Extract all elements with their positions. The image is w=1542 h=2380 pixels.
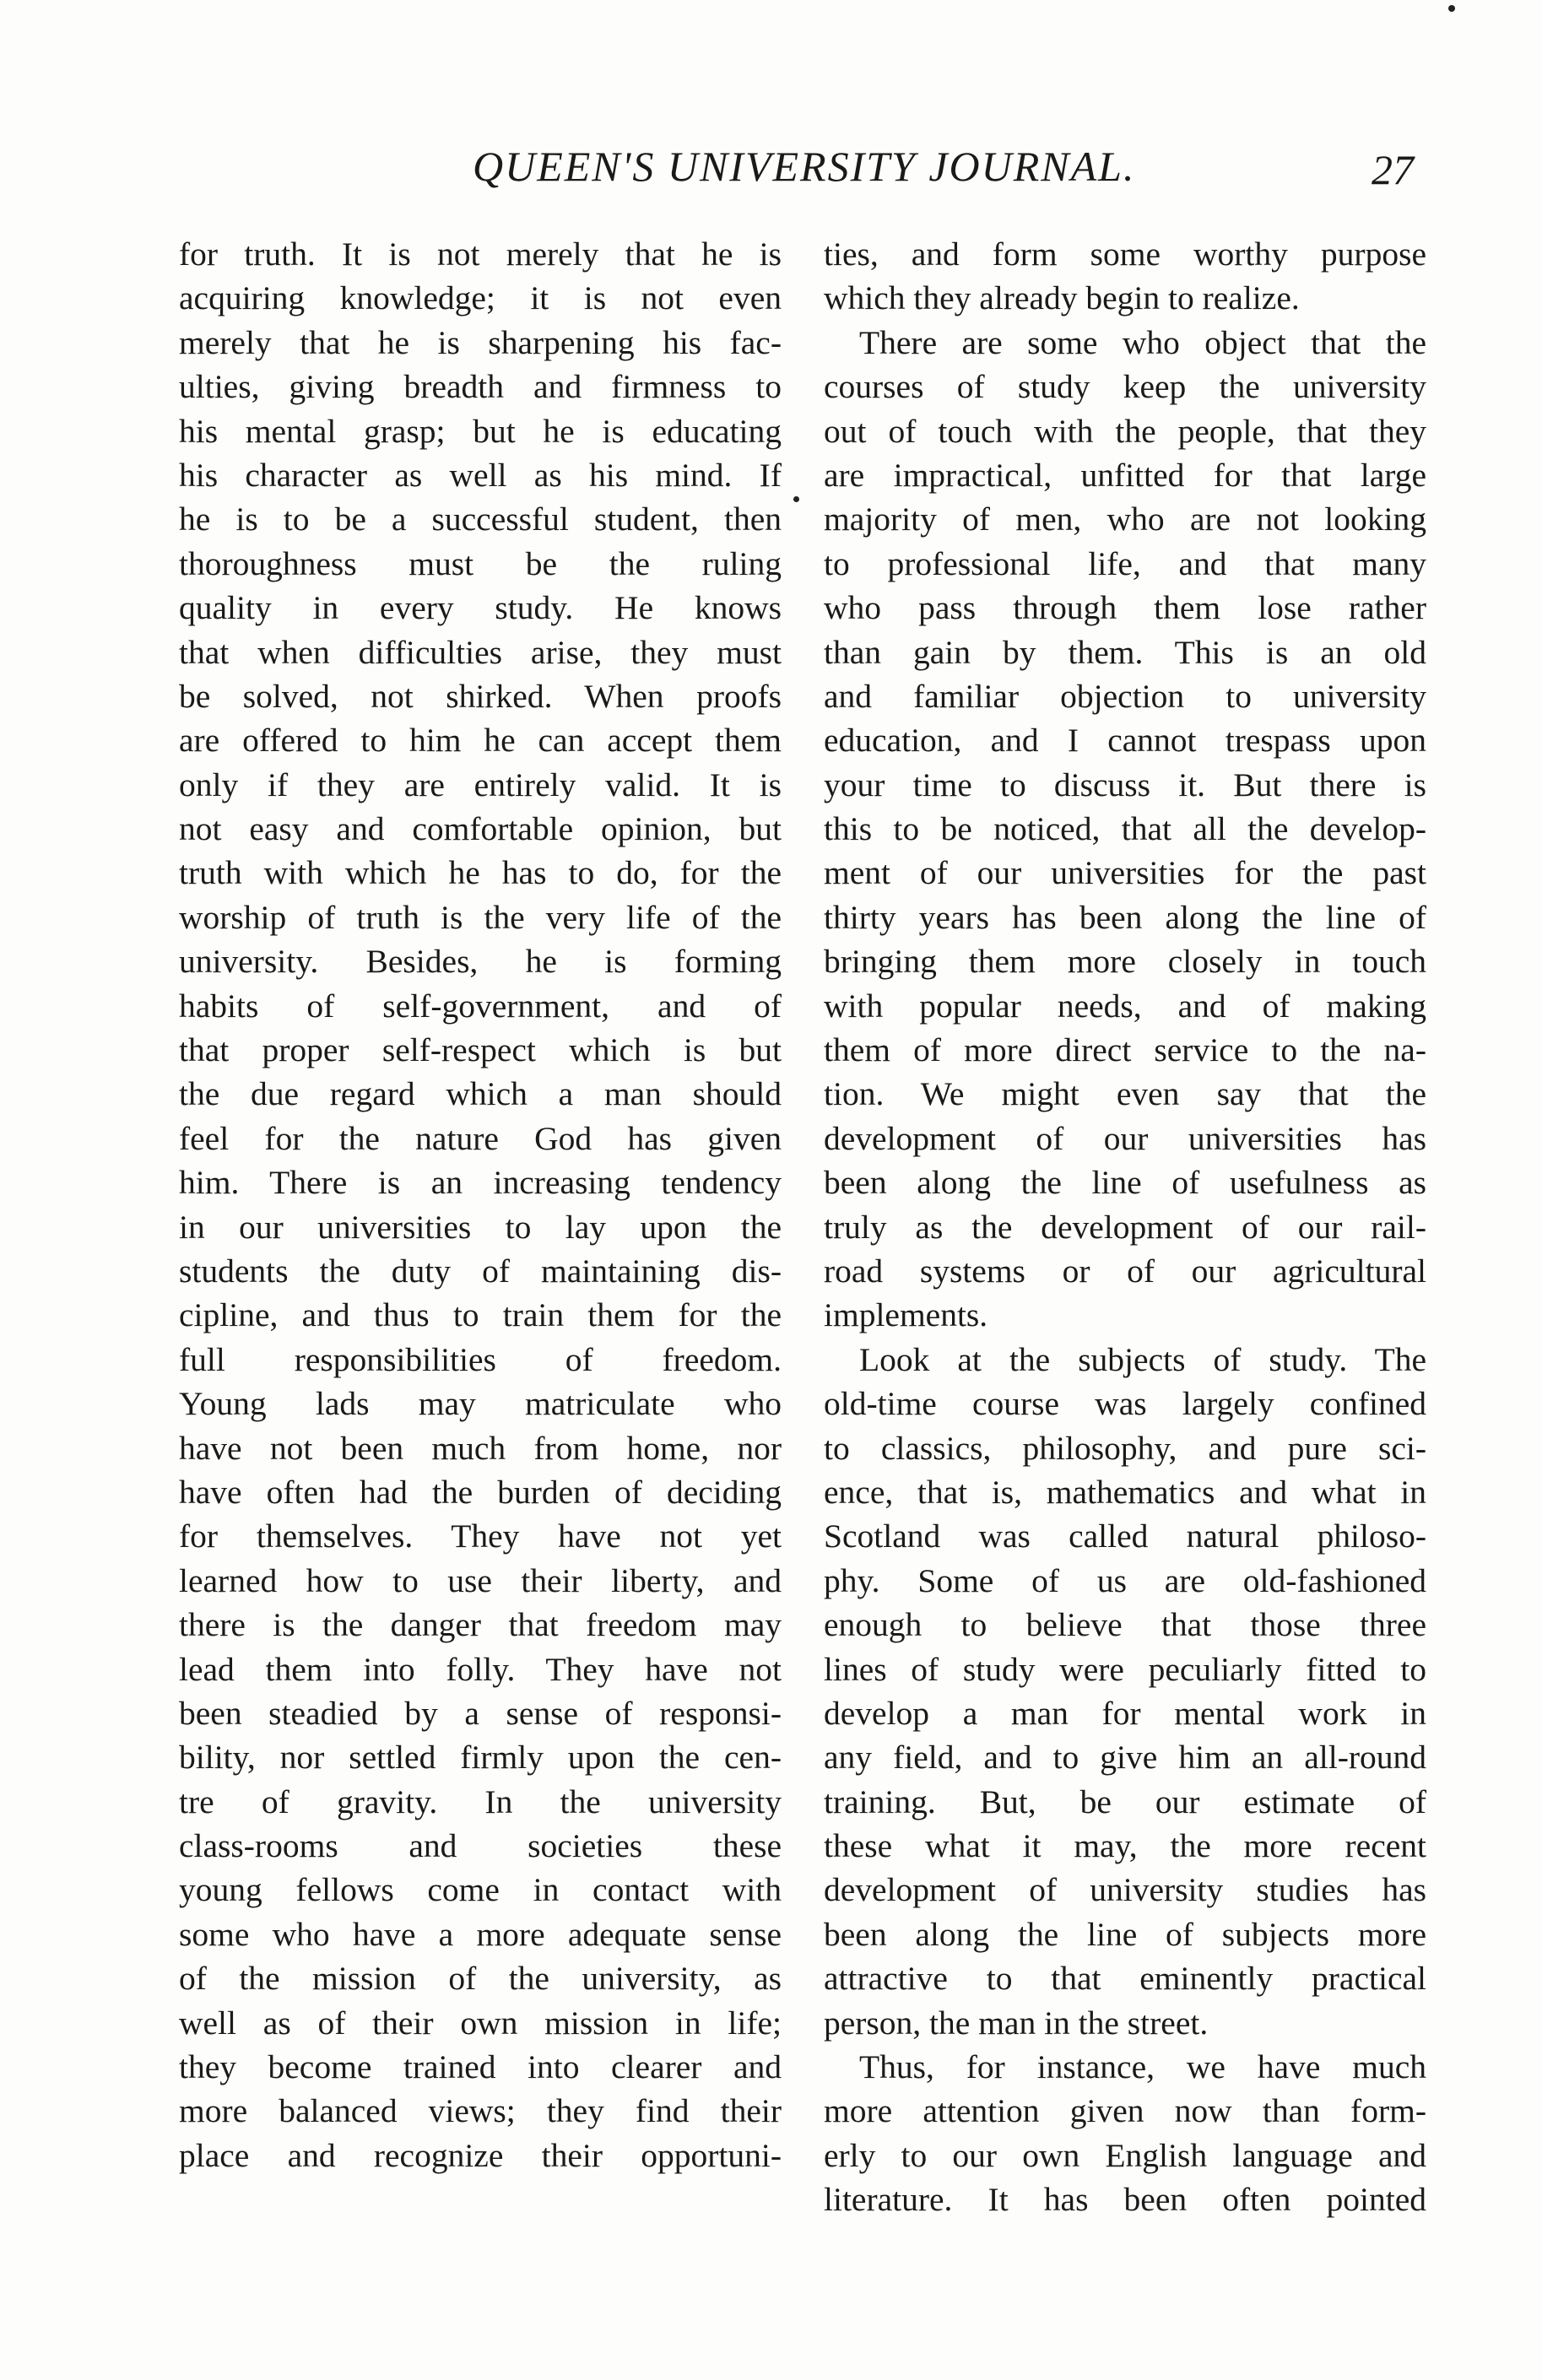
text-line: merely that he is sharpening his fac- [179,323,782,361]
text-line: for themselves. They have not yet [179,1517,782,1555]
ink-speck [793,496,799,502]
text-line: development of university studies has [824,1871,1426,1909]
text-line: tre of gravity. In the university [179,1782,782,1820]
text-line: out of touch with the people, that they [824,412,1426,450]
text-line: full responsibilities of freedom. [179,1340,782,1378]
text-line: them of more direct service to the na- [824,1031,1426,1069]
text-line: these what it may, the more recent [824,1827,1426,1865]
text-line: his character as well as his mind. If [179,456,782,494]
text-line: been along the line of usefulness as [824,1164,1426,1202]
text-line: truth with which he has to do, for the [179,854,782,892]
page-number: 27 [1372,146,1414,193]
journal-title: QUEEN'S UNIVERSITY JOURNAL. [473,143,1136,190]
text-line: be solved, not shirked. When proofs [179,677,782,715]
text-line: more balanced views; they find their [179,2092,782,2130]
text-line: enough to believe that those three [824,1606,1426,1644]
text-line: to classics, philosophy, and pure sci- [824,1429,1426,1467]
text-line: ulties, giving breadth and firmness to [179,368,782,406]
paragraph-start-line: There are some who object that the [859,323,1426,361]
text-line: with popular needs, and of making [824,987,1426,1025]
text-line: not easy and comfortable opinion, but [179,810,782,848]
text-line: only if they are entirely valid. It is [179,765,782,803]
text-line: more attention given now than form- [824,2092,1426,2130]
text-line: majority of men, who are not looking [824,500,1426,538]
text-line: well as of their own mission in life; [179,2004,782,2042]
text-line: to professional life, and that many [824,544,1426,582]
text-line: implements. [824,1296,988,1334]
text-line: phy. Some of us are old-fashioned [824,1561,1426,1599]
text-line: the due regard which a man should [179,1075,782,1113]
text-line: tion. We might even say that the [824,1075,1426,1113]
text-line: him. There is an increasing tendency [179,1164,782,1202]
text-line: feel for the nature God has given [179,1119,782,1157]
ink-speck [1448,5,1455,12]
text-line: that proper self-respect which is but [179,1031,782,1069]
text-line: acquiring knowledge; it is not even [179,279,782,317]
text-line: that when difficulties arise, they must [179,633,782,671]
text-line: bility, nor settled firmly upon the cen- [179,1739,782,1777]
text-line: they become trained into clearer and [179,2048,782,2086]
text-line: learned how to use their liberty, and [179,1561,782,1599]
text-line: ties, and form some worthy purpose [824,235,1426,273]
paragraph-start-line: Thus, for instance, we have much [859,2048,1426,2086]
text-line: lead them into folly. They have not [179,1650,782,1688]
text-line: old-time course was largely confined [824,1385,1426,1423]
text-line: Young lads may matriculate who [179,1385,782,1423]
text-line: been steadied by a sense of responsi- [179,1694,782,1732]
text-line: literature. It has been often pointed [824,2181,1426,2219]
text-line: and familiar objection to university [824,677,1426,715]
text-line: courses of study keep the university [824,368,1426,406]
text-line: have often had the burden of deciding [179,1473,782,1511]
text-line: attractive to that eminently practical [824,1960,1426,1998]
text-line: young fellows come in contact with [179,1871,782,1909]
text-line: for truth. It is not merely that he is [179,235,782,273]
text-line: there is the danger that freedom may [179,1606,782,1644]
text-line: bringing them more closely in touch [824,943,1426,981]
text-line: habits of self-government, and of [179,987,782,1025]
text-line: ment of our universities for the past [824,854,1426,892]
text-line: any field, and to give him an all-round [824,1739,1426,1777]
text-line: are offered to him he can accept them [179,722,782,760]
text-line: Scotland was called natural philoso- [824,1517,1426,1555]
text-line: place and recognize their opportuni- [179,2136,782,2174]
text-line: he is to be a successful student, then [179,500,782,538]
text-line: his mental grasp; but he is educating [179,412,782,450]
text-line: ence, that is, mathematics and what in [824,1473,1426,1511]
text-line: lines of study were peculiarly fitted to [824,1650,1426,1688]
text-line: road systems or of our agricultural [824,1252,1426,1290]
text-line: education, and I cannot trespass upon [824,722,1426,760]
text-line: your time to discuss it. But there is [824,765,1426,803]
text-line: develop a man for mental work in [824,1694,1426,1732]
text-line: of the mission of the university, as [179,1960,782,1998]
text-line: some who have a more adequate sense [179,1915,782,1953]
text-line: quality in every study. He knows [179,589,782,627]
text-line: in our universities to lay upon the [179,1208,782,1246]
right-column [824,232,1426,2222]
text-line: thirty years has been along the line of [824,898,1426,936]
text-line: class-rooms and societies these [179,1827,782,1865]
text-line: this to be noticed, that all the develop- [824,810,1426,848]
text-line: person, the man in the street. [824,2004,1209,2042]
text-line: truly as the development of our rail- [824,1208,1426,1246]
text-line: cipline, and thus to train them for the [179,1296,782,1334]
text-line: students the duty of maintaining dis- [179,1252,782,1290]
text-line: are impractical, unfitted for that large [824,456,1426,494]
text-line: worship of truth is the very life of the [179,898,782,936]
text-line: been along the line of subjects more [824,1915,1426,1953]
running-header [0,142,1542,201]
text-line: who pass through them lose rather [824,589,1426,627]
text-line: university. Besides, he is forming [179,943,782,981]
text-line: erly to our own English language and [824,2136,1426,2174]
text-line: which they already begin to realize. [824,279,1300,317]
paragraph-start-line: Look at the subjects of study. The [859,1340,1426,1378]
left-column [179,232,782,2177]
text-line: training. But, be our estimate of [824,1782,1426,1820]
text-line: have not been much from home, nor [179,1429,782,1467]
text-line: thoroughness must be the ruling [179,544,782,582]
text-line: development of our universities has [824,1119,1426,1157]
text-line: than gain by them. This is an old [824,633,1426,671]
